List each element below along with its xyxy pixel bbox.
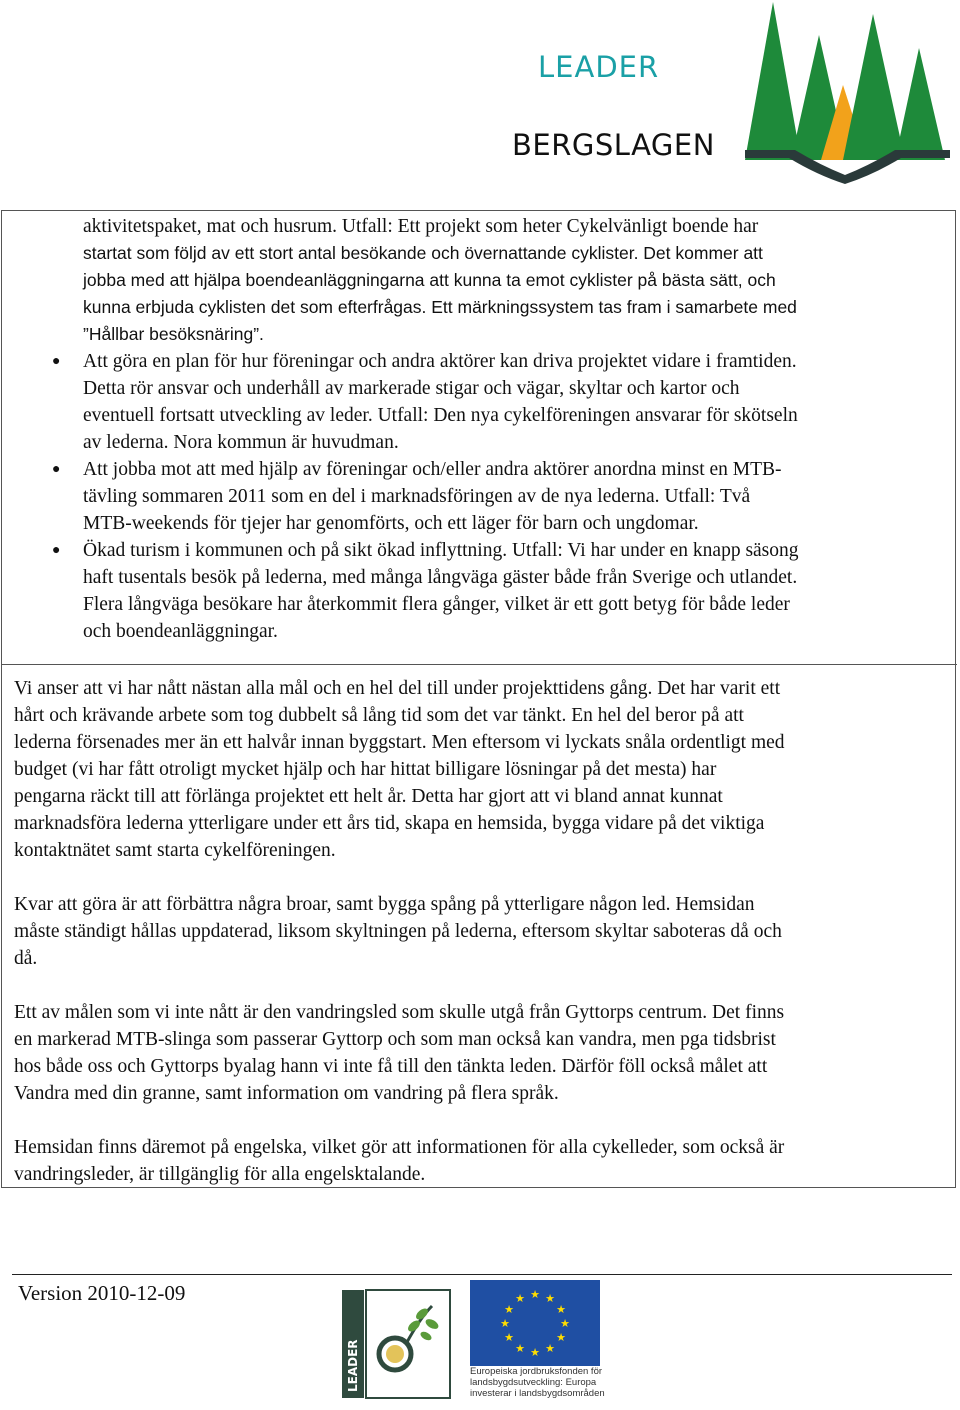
- text-line: Hemsidan finns däremot på engelska, vilket gör att informationen för alla cykelleder, som också är: [14, 1137, 785, 1158]
- leader-bergslagen-logo: [490, 0, 960, 200]
- text-line: Ökad turism i kommunen och på sikt ökad inflyttning. Utfall: Vi har under en knapp säsong: [83, 540, 799, 561]
- text-line: budget (vi har fått otroligt mycket hjälp och har hittat billigare lösningar på det mesta) har: [14, 759, 717, 780]
- text-line: kunna erbjuda cyklisten det som efterfrågas. Ett märkningssystem tas fram i samarbete med: [83, 297, 797, 317]
- svg-text:★: ★: [515, 1292, 525, 1305]
- paragraph: [14, 891, 949, 972]
- text-line: haft tusentals besök på lederna, med många långväga gäster både från Sverige och utlandet.: [83, 567, 798, 588]
- caption-line: landsbygdsutveckling: Europa: [470, 1377, 597, 1388]
- logo-leader-text: LEADER: [538, 50, 660, 84]
- svg-text:★: ★: [545, 1292, 555, 1305]
- text-line: MTB-weekends för tjejer har genomförts, och ett läger för barn och ungdomar.: [83, 513, 699, 534]
- trees-mountain-icon: [745, 0, 950, 185]
- caption-line: Europeiska jordbruksfonden för: [470, 1366, 603, 1377]
- svg-text:★: ★: [530, 1288, 540, 1301]
- text-line: vandringsleder, är tillgänglig för alla engelsktalande.: [14, 1164, 426, 1185]
- text-line: Flera långväga besökare har återkommit flera gånger, vilket är ett gott betyg för både leder: [83, 594, 790, 615]
- summary-paragraphs: [14, 675, 949, 1215]
- text-line: marknadsföra lederna ytterligare under ett års tid, skapa en hemsida, bygga vidare på det viktiga: [14, 813, 765, 834]
- text-line: ”Hållbar besöksnäring”.: [83, 324, 264, 344]
- svg-text:★: ★: [515, 1342, 525, 1355]
- text-line: startat som följd av ett stort antal besökande och övernattande cyklister. Det kommer att: [83, 243, 763, 263]
- content-box: [1, 210, 956, 1188]
- text-line: och boendeanläggningar.: [83, 621, 278, 642]
- text-line: då.: [14, 948, 38, 969]
- svg-text:★: ★: [556, 1331, 566, 1344]
- goal-bullet-list: [2, 348, 952, 645]
- text-line: kontaktnätet samt starta cykelföreningen.: [14, 840, 336, 861]
- text-line: av lederna. Nora kommun är huvudman.: [83, 432, 399, 453]
- svg-text:★: ★: [560, 1317, 570, 1330]
- bullet-icon: ●: [52, 462, 61, 477]
- svg-text:★: ★: [504, 1303, 514, 1316]
- text-line: Att göra en plan för hur föreningar och andra aktörer kan driva projektet vidare i framtiden.: [83, 351, 797, 372]
- text-line: jobba med att hjälpa boendeanläggningarna att kunna ta emot cyklister på bästa sätt, och: [83, 270, 776, 290]
- text-line: en markerad MTB-slinga som passerar Gyttorp och som man också kan vandra, men pga tidsbrist: [14, 1029, 776, 1050]
- text-line: tävling sommaren 2011 som en del i marknadsföringen av de nya lederna. Utfall: Två: [83, 486, 751, 507]
- text-line: pengarna räckt till att förlänga projektet ett helt år. Detta har gjort att vi bland annat kunnat: [14, 786, 723, 807]
- list-item: [2, 348, 952, 456]
- text-line: Vi anser att vi har nått nästan alla mål och en hel del till under projekttidens gång. Det har varit ett: [14, 678, 781, 699]
- svg-text:★: ★: [556, 1303, 566, 1316]
- text-line: Vandra med din granne, samt information om vandring på flera språk.: [14, 1083, 559, 1104]
- text-line: Detta rör ansvar och underhåll av markerade stigar och vägar, skyltar och kartor och: [83, 378, 740, 399]
- svg-text:★: ★: [545, 1342, 555, 1355]
- text-line: hårt och krävande arbete som tog dubbelt så lång tid som det var tänkt. En hel del beror på att: [14, 705, 744, 726]
- text-line: eventuell fortsatt utveckling av leder. Utfall: Den nya cykelföreningen ansvarar för skötseln: [83, 405, 798, 426]
- paragraph: [14, 999, 949, 1107]
- caption-line: investerar i landsbygdsområden: [470, 1388, 605, 1399]
- footer-divider: [12, 1274, 952, 1275]
- bullet-icon: ●: [52, 354, 61, 369]
- eu-flag-icon: [470, 1280, 600, 1366]
- text-line: hos både oss och Gyttorps byalag hann vi inte få till den tänkta leden. Därför föll också målet att: [14, 1056, 768, 1077]
- text-line: aktivitetspaket, mat och husrum. Utfall: Ett projekt som heter Cykelvänligt boende har: [83, 216, 759, 237]
- continued-bullet-text: [83, 213, 943, 348]
- svg-text:★: ★: [530, 1346, 540, 1359]
- text-line: lederna försenades mer än ett halvår innan byggstart. Men eftersom vi lyckats snåla ordentligt med: [14, 732, 785, 753]
- list-item: [2, 537, 952, 645]
- svg-text:★: ★: [504, 1331, 514, 1344]
- text-line: Ett av målen som vi inte nått är den vandringsled som skulle utgå från Gyttorps centrum. Det finns: [14, 1002, 785, 1023]
- logo-bergslagen-text: BERGSLAGEN: [512, 128, 715, 162]
- svg-text:★: ★: [500, 1317, 510, 1330]
- version-label: Version 2010-12-09: [18, 1281, 186, 1305]
- text-line: Att jobba mot att med hjälp av föreningar och/eller andra aktörer anordna minst en MTB-: [83, 459, 782, 480]
- list-item: [2, 456, 952, 537]
- leader-emblem-text: LEADER: [346, 1339, 360, 1392]
- goals-section: [2, 211, 957, 665]
- bullet-icon: ●: [52, 543, 61, 558]
- paragraph: [14, 675, 949, 864]
- eu-fund-caption: [470, 1366, 605, 1399]
- leader-emblem-icon: [340, 1288, 452, 1400]
- text-line: måste ständigt hållas uppdaterad, liksom skyltningen på lederna, eftersom skyltar saboteras då och: [14, 921, 782, 942]
- paragraph: [14, 1134, 949, 1188]
- text-line: Kvar att göra är att förbättra några broar, samt bygga spång på ytterligare någon led. Hemsidan: [14, 894, 755, 915]
